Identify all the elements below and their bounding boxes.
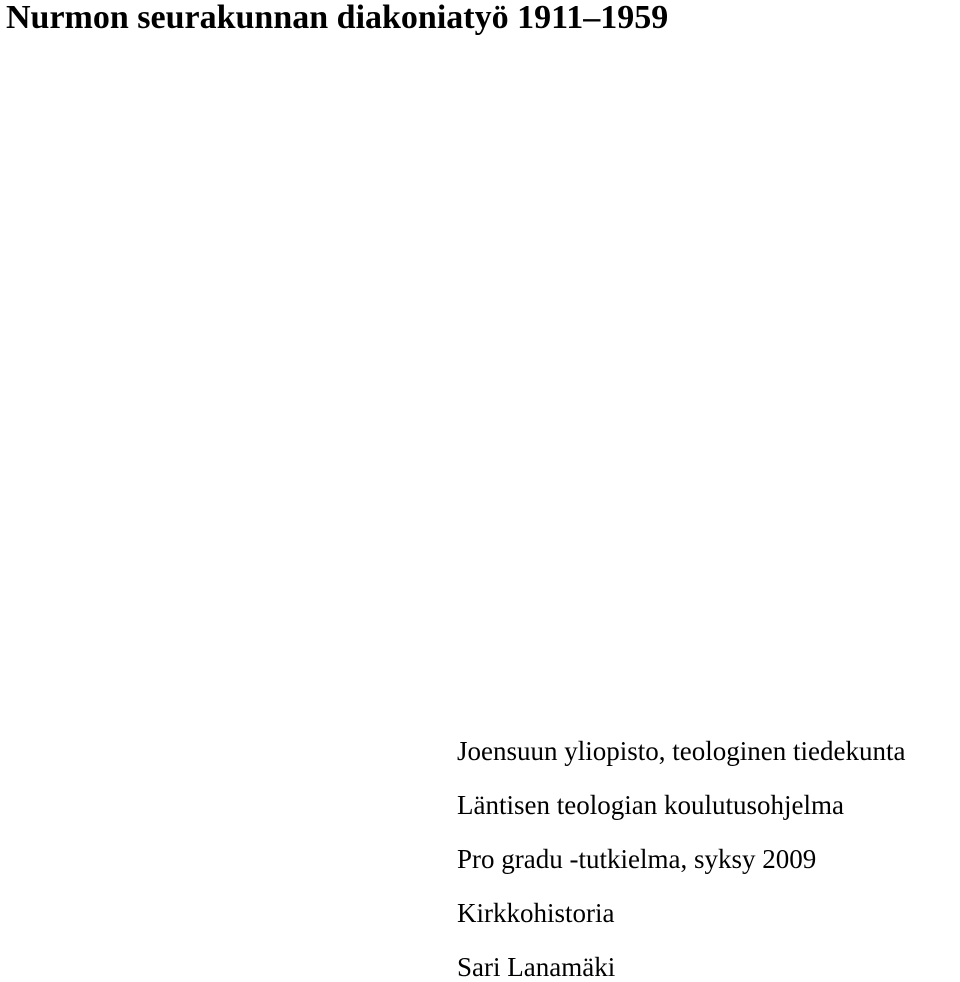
subject: Kirkkohistoria [457,898,615,928]
degree-programme: Läntisen teologian koulutusohjelma [457,790,844,820]
thesis-type-term: Pro gradu -tutkielma, syksy 2009 [457,844,817,874]
author-name: Sari Lanamäki [457,952,616,982]
university-faculty: Joensuun yliopisto, teologinen tiedekunta [457,736,906,766]
title-page-info [457,738,905,981]
document-title: Nurmon seurakunnan diakoniatyö 1911–1959 [6,0,669,36]
